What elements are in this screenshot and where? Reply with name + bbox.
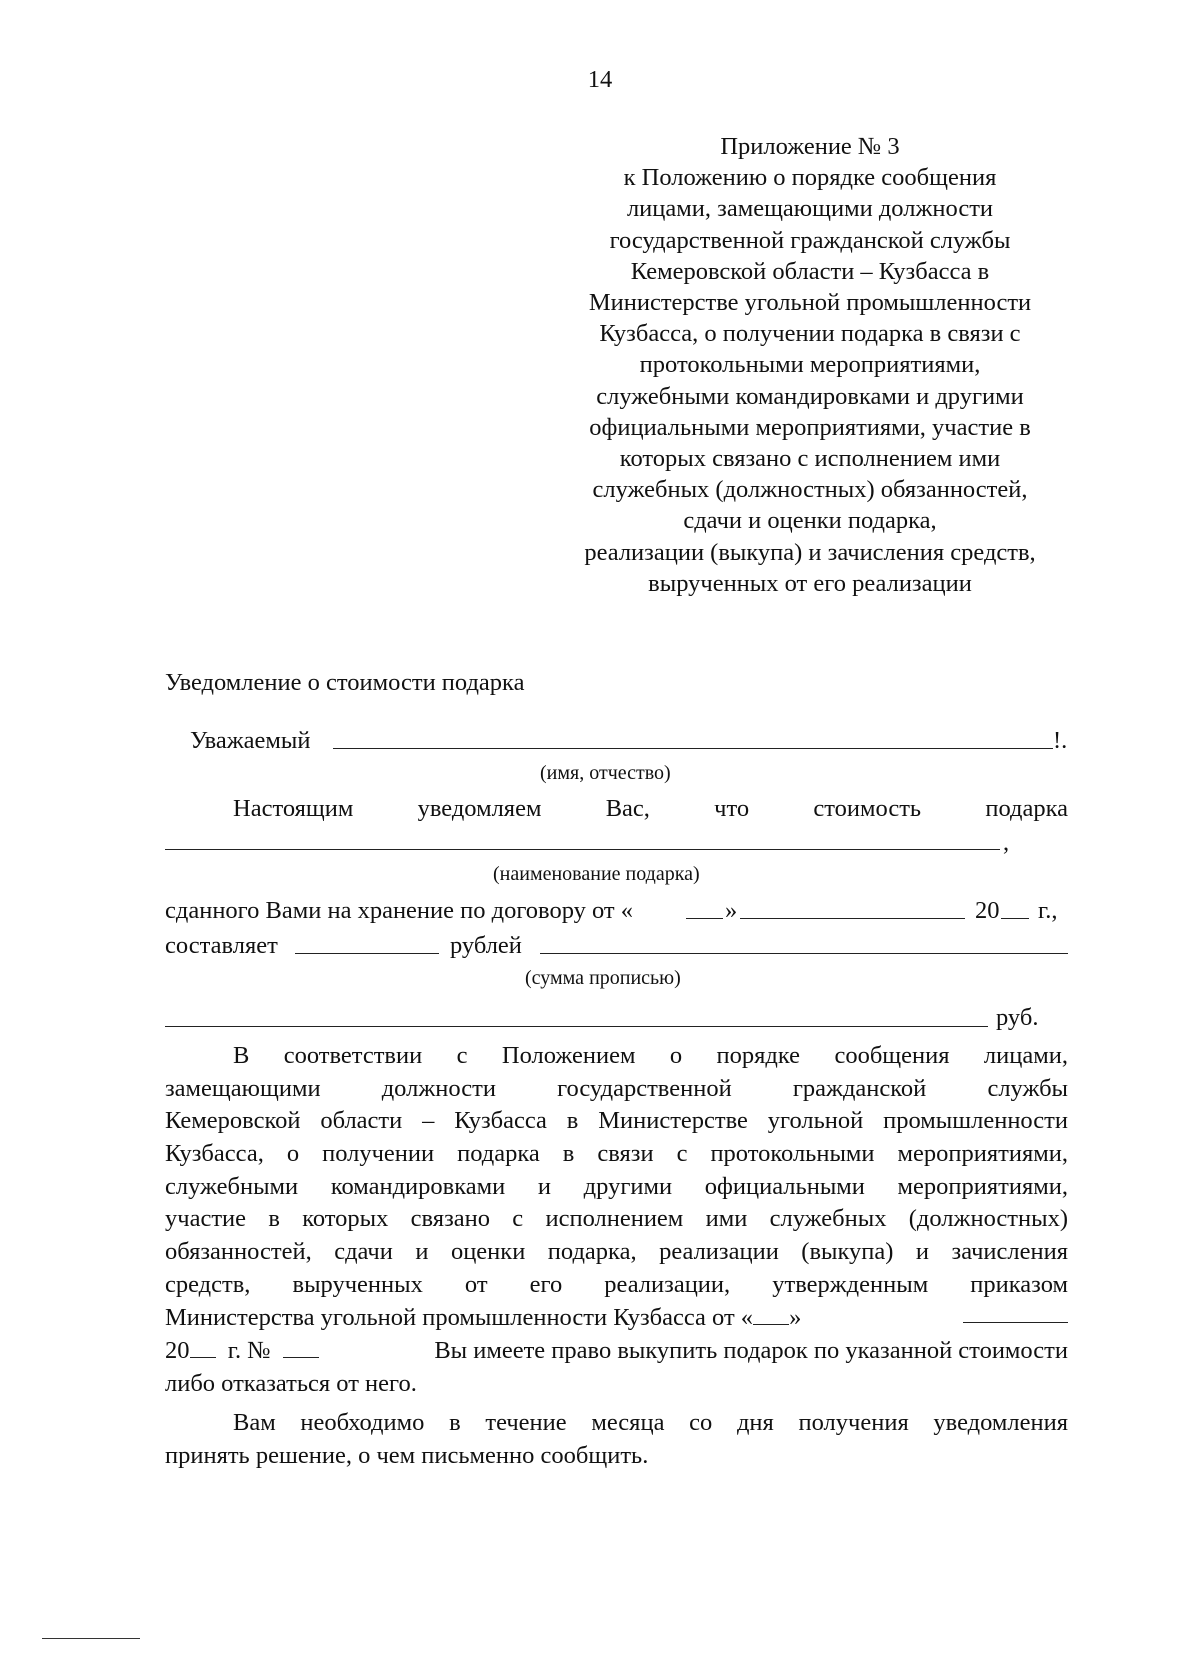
order-year-prefix: 20 xyxy=(165,1337,190,1364)
greeting-label: Уважаемый xyxy=(190,727,311,754)
contract-day-blank xyxy=(686,918,723,919)
paragraph-line: В соответствии с Положением о порядке сообщения лицами, xyxy=(233,1042,1068,1069)
appendix-line: Кемеровской области – Кузбасса в xyxy=(630,257,990,285)
name-blank xyxy=(333,748,1053,749)
paragraph-line: участие в которых связано с исполнением ими служебных (должностных) xyxy=(165,1205,1068,1233)
paragraph-line: замещающими должности государственной гражданской службы xyxy=(165,1074,1068,1102)
contract-year-blank xyxy=(1001,918,1029,919)
rub-label: руб. xyxy=(996,1004,1039,1031)
appendix-line: которых связано с исполнением ими xyxy=(619,445,1001,473)
inform-word: уведомляем xyxy=(417,795,542,822)
paragraph-line: средств, вырученных от его реализации, утвержденным приказом xyxy=(165,1270,1068,1298)
order-number-blank xyxy=(283,1337,319,1358)
stored-quote-close: » xyxy=(725,897,738,924)
order-quote-close: » xyxy=(789,1304,802,1331)
appendix-header xyxy=(560,131,1060,599)
paragraph-line-order xyxy=(165,1302,1068,1334)
page-number: 14 xyxy=(587,66,613,93)
appendix-line: Министерстве угольной промышленности xyxy=(588,289,1032,317)
appendix-line: государственной гражданской службы xyxy=(609,226,1011,254)
appendix-line: Кузбасса, о получении подарка в связи с xyxy=(599,320,1021,348)
paragraph-line: либо отказаться от него. xyxy=(165,1370,417,1397)
right-to-buy-text: Вы имеете право выкупить подарок по указанной стоимости xyxy=(434,1337,1068,1364)
amount-words-blank-2 xyxy=(165,1026,988,1027)
inform-word: подарка xyxy=(985,795,1068,822)
appendix-line: вырученных от его реализации xyxy=(648,569,972,597)
year-prefix: 20 xyxy=(975,897,1000,924)
greeting-end: !. xyxy=(1053,727,1068,754)
year-suffix: г., xyxy=(1038,897,1058,924)
order-text xyxy=(165,1302,801,1334)
appendix-line: лицами, замещающими должности xyxy=(626,195,994,223)
amount-words-blank xyxy=(540,953,1068,954)
caption-gift: (наименование подарка) xyxy=(493,863,700,885)
amount-label: составляет xyxy=(165,932,278,959)
order-number-label: г. № xyxy=(227,1337,271,1364)
notice-title: Уведомление о стоимости подарка xyxy=(165,669,525,696)
paragraph-line: служебными командировками и другими официальными мероприятиями, xyxy=(165,1172,1068,1200)
paragraph-line: обязанностей, сдачи и оценки подарка, реализации (выкупа) и зачисления xyxy=(165,1238,1068,1266)
paragraph-2 xyxy=(165,1407,1068,1472)
paragraph-line-right xyxy=(165,1335,1068,1367)
appendix-line: официальными мероприятиями, участие в xyxy=(589,413,1031,441)
paragraph-1 xyxy=(165,1040,1068,1302)
inform-word: стоимость xyxy=(813,795,922,822)
inform-word: Настоящим xyxy=(233,795,354,822)
appendix-line: Приложение № 3 xyxy=(720,133,900,160)
caption-sum: (сумма прописью) xyxy=(525,967,681,989)
stored-text: сданного Вами на хранение по договору от « xyxy=(165,897,634,924)
appendix-line: протокольными мероприятиями, xyxy=(639,351,981,379)
inform-line xyxy=(165,793,1068,825)
order-text-main: Министерства угольной промышленности Кузбасса от « xyxy=(165,1304,754,1331)
caption-name: (имя, отчество) xyxy=(540,762,671,784)
appendix-line: сдачи и оценки подарка, xyxy=(683,507,937,535)
appendix-line: реализации (выкупа) и зачисления средств, xyxy=(584,538,1036,566)
appendix-line: служебными командировками и другими xyxy=(596,382,1024,410)
order-month-blank xyxy=(963,1302,1068,1323)
gift-line-end: , xyxy=(1003,829,1010,856)
amount-blank xyxy=(295,953,439,954)
order-day-blank xyxy=(753,1304,789,1325)
gift-name-blank xyxy=(165,849,1000,850)
inform-word: что xyxy=(714,795,750,822)
contract-month-blank xyxy=(740,918,965,919)
footnote-separator xyxy=(42,1638,140,1639)
order-year-group xyxy=(165,1335,319,1367)
inform-word: Вас, xyxy=(605,795,650,822)
order-year-blank xyxy=(190,1337,216,1358)
paragraph-line: Кемеровской области – Кузбасса в Министерстве угольной промышленности xyxy=(165,1107,1068,1135)
paragraph-line: принять решение, о чем письменно сообщить. xyxy=(165,1441,649,1469)
appendix-line: к Положению о порядке сообщения xyxy=(623,164,997,192)
rubles-label: рублей xyxy=(450,932,522,959)
appendix-line: служебных (должностных) обязанностей, xyxy=(592,476,1028,504)
paragraph-line: Кузбасса, о получении подарка в связи с протокольными мероприятиями, xyxy=(165,1140,1068,1168)
paragraph-line: Вам необходимо в течение месяца со дня получения уведомления xyxy=(233,1409,1068,1436)
